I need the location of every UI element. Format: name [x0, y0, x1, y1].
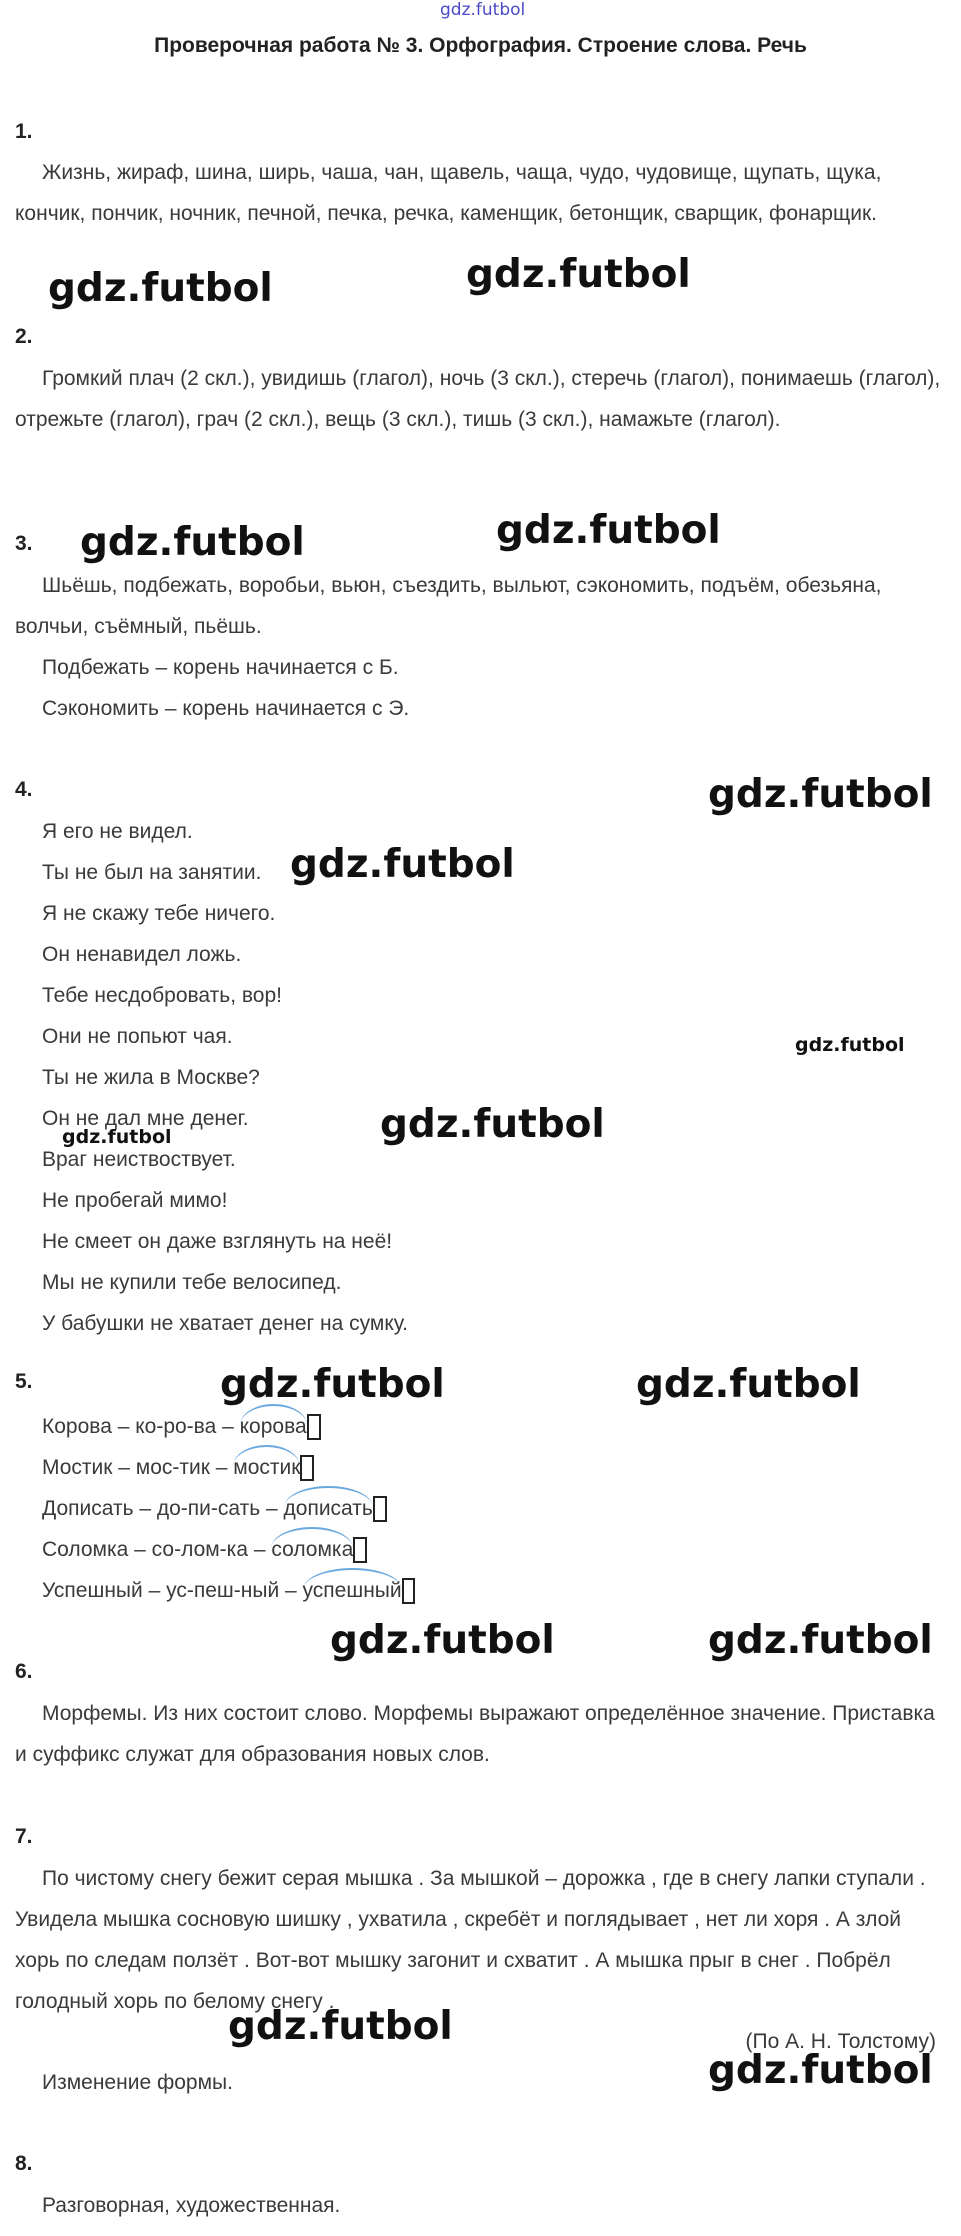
- exercise-7-text: По чистому снегу бежит серая мышка . За мышкой – дорожка , где в снегу лапки ступали . Увидела мышка сосновую шишку , ухватила , скребёт и поглядывает , нет ли хоря . А злой хорь по следам ползёт . Вот-вот мышку загонит и схватит . А мышка прыг в снег . Побрёл голодный хорь по белому снегу .: [15, 1867, 926, 2013]
- exercise-5-answer-word: дописать: [284, 1486, 373, 1529]
- exercise-5-line-text: Дописать – до-пи-сать –: [42, 1497, 284, 1520]
- exercise-7-number: 7.: [15, 1825, 33, 1848]
- list-item: Я не скажу тебе ничего.: [42, 902, 276, 925]
- watermark: gdz.futbol: [62, 1126, 172, 1148]
- ending-box: [402, 1578, 416, 1604]
- exercise-5-line-text: Мостик – мос-тик –: [42, 1456, 234, 1479]
- watermark: gdz.futbol: [636, 1362, 861, 1407]
- exercise-5-answer-word: соломка: [271, 1527, 353, 1570]
- list-item: Не пробегай мимо!: [42, 1189, 228, 1212]
- exercise-2-text: Громкий плач (2 скл.), увидишь (глагол), ночь (3 скл.), стеречь (глагол), понимаешь (глагол), отрежьте (глагол), грач (2 скл.), вещь (3 скл.), тишь (3 скл.), намажьте (глагол).: [15, 367, 941, 431]
- exercise-5-line-text: Соломка – со-лом-ка –: [42, 1538, 272, 1561]
- ending-box: [373, 1496, 387, 1522]
- exercise-2-number: 2.: [15, 325, 33, 348]
- list-item: Они не попьют чая.: [42, 1025, 233, 1048]
- list-item: [42, 1404, 321, 1447]
- exercise-1-number: 1.: [15, 120, 33, 143]
- watermark: gdz.futbol: [48, 266, 273, 311]
- exercise-8-number: 8.: [15, 2152, 33, 2175]
- watermark: gdz.futbol: [708, 772, 933, 817]
- watermark: gdz.futbol: [795, 1034, 905, 1056]
- list-item: Он ненавидел ложь.: [42, 943, 242, 966]
- exercise-7-answer: Изменение формы.: [42, 2071, 233, 2094]
- exercise-5-line-text: Корова – ко-ро-ва –: [42, 1415, 240, 1438]
- ending-box: [353, 1537, 367, 1563]
- exercise-3-note-1: Подбежать – корень начинается с Б.: [42, 656, 399, 679]
- list-item: [42, 1568, 415, 1611]
- exercise-3-number: 3.: [15, 532, 33, 555]
- list-item: Ты не был на занятии.: [42, 861, 262, 884]
- ending-box: [307, 1414, 321, 1440]
- exercise-5-answer-word: мостик: [233, 1445, 300, 1488]
- list-item: Тебе несдобровать, вор!: [42, 984, 282, 1007]
- exercise-5-line-text: Успешный – ус-пеш-ный –: [42, 1579, 303, 1602]
- watermark: gdz.futbol: [80, 520, 305, 565]
- exercise-5-answer-word: корова: [240, 1404, 307, 1447]
- exercise-7-source: (По А. Н. Толстому): [745, 2030, 936, 2053]
- exercise-4-number: 4.: [15, 778, 33, 801]
- watermark: gdz.futbol: [220, 1362, 445, 1407]
- list-item: Враг неиствоствует.: [42, 1148, 236, 1171]
- list-item: Он не дал мне денег.: [42, 1107, 249, 1130]
- exercise-5-number: 5.: [15, 1370, 33, 1393]
- list-item: Я его не видел.: [42, 820, 193, 843]
- exercise-3-text: Шьёшь, подбежать, воробьи, вьюн, съездить, выльют, сэкономить, подъём, обезьяна, волчьи, съёмный, пьёшь.: [15, 574, 882, 638]
- list-item: Ты не жила в Москве?: [42, 1066, 260, 1089]
- watermark: gdz.futbol: [330, 1618, 555, 1663]
- list-item: [42, 1527, 367, 1570]
- watermark: gdz.futbol: [708, 2048, 933, 2093]
- list-item: [42, 1486, 387, 1529]
- top-watermark: gdz.futbol: [440, 0, 526, 20]
- list-item: У бабушки не хватает денег на сумку.: [42, 1312, 408, 1335]
- exercise-3-note-2: Сэкономить – корень начинается с Э.: [42, 697, 410, 720]
- page-title: Проверочная работа № 3. Орфография. Строение слова. Речь: [154, 34, 807, 57]
- exercise-8-answer: Разговорная, художественная.: [42, 2194, 341, 2217]
- watermark: gdz.futbol: [466, 252, 691, 297]
- watermark: gdz.futbol: [708, 1618, 933, 1663]
- watermark: gdz.futbol: [290, 842, 515, 887]
- list-item: Не смеет он даже взглянуть на неё!: [42, 1230, 393, 1253]
- watermark: gdz.futbol: [380, 1102, 605, 1147]
- exercise-6-number: 6.: [15, 1660, 33, 1683]
- ending-box: [300, 1455, 314, 1481]
- exercise-6-text: Морфемы. Из них состоит слово. Морфемы выражают определённое значение. Приставка и суффикс служат для образования новых слов.: [15, 1702, 935, 1766]
- watermark: gdz.futbol: [496, 508, 721, 553]
- exercise-1-text: Жизнь, жираф, шина, ширь, чаша, чан, щавель, чаща, чудо, чудовище, щупать, щука, кончик, пончик, ночник, печной, печка, речка, каменщик, бетонщик, сварщик, фонарщик.: [15, 161, 882, 225]
- list-item: [42, 1445, 314, 1488]
- watermark: gdz.futbol: [228, 2004, 453, 2049]
- list-item: Мы не купили тебе велосипед.: [42, 1271, 342, 1294]
- exercise-4-lines: [42, 811, 408, 1344]
- exercise-5-answer-word: успешный: [303, 1568, 402, 1611]
